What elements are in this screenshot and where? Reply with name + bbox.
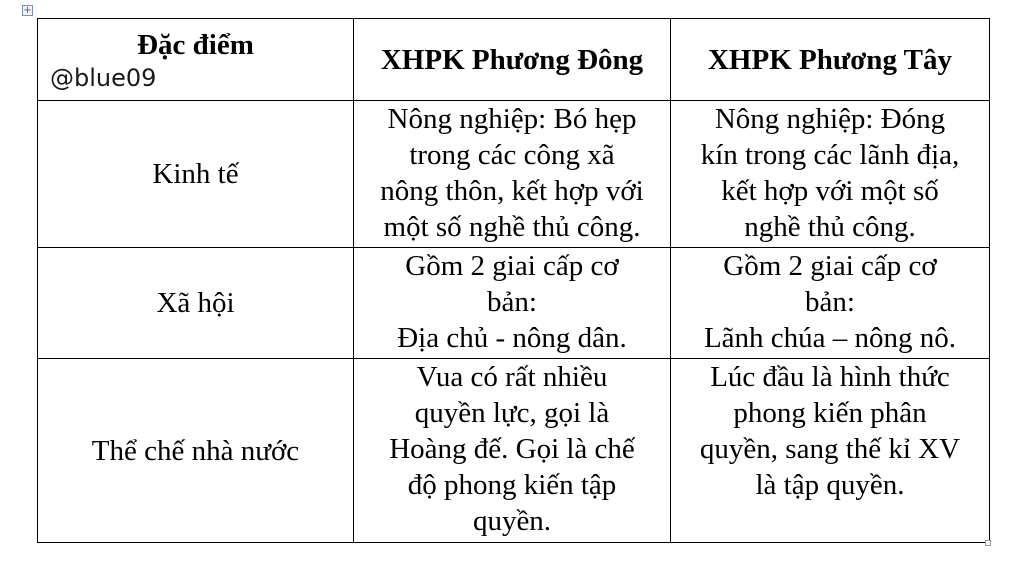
cell-line: Hoàng đế. Gọi là chế bbox=[389, 433, 635, 465]
row-label-economy: Kinh tế bbox=[38, 101, 354, 248]
cell-line: là tập quyền. bbox=[755, 469, 905, 501]
cell-line: bản: bbox=[487, 286, 537, 318]
table-row-economy bbox=[38, 101, 990, 248]
cell-line: phong kiến phân bbox=[733, 397, 927, 429]
cell-economy-west bbox=[671, 101, 990, 248]
comparison-table bbox=[37, 18, 990, 543]
table-resize-handle[interactable] bbox=[985, 540, 991, 546]
cell-line: nông thôn, kết hợp với bbox=[380, 175, 644, 207]
cell-line: độ phong kiến tập bbox=[407, 469, 617, 501]
cell-economy-east bbox=[354, 101, 671, 248]
cell-line: Nông nghiệp: Bó hẹp bbox=[387, 103, 637, 135]
cell-line: Vua có rất nhiều bbox=[416, 361, 608, 393]
cell-state-west bbox=[671, 359, 990, 543]
row-label-state-system: Thể chế nhà nước bbox=[38, 359, 354, 543]
table-row-society bbox=[38, 248, 990, 359]
cell-line: Địa chủ - nông dân. bbox=[397, 322, 627, 354]
cell-line: quyền lực, gọi là bbox=[414, 397, 610, 429]
cell-line: bản: bbox=[805, 286, 855, 318]
header-cell-east: XHPK Phương Đông bbox=[354, 19, 671, 101]
cell-line: quyền. bbox=[472, 505, 552, 537]
cell-state-east bbox=[354, 359, 671, 543]
cell-line: kết hợp với một số bbox=[721, 175, 939, 207]
cell-line: quyền, sang thế kỉ XV bbox=[699, 433, 961, 465]
header-feature-label: Đặc điểm bbox=[137, 28, 254, 61]
cell-society-west bbox=[671, 248, 990, 359]
cell-line: kín trong các lãnh địa, bbox=[700, 139, 960, 171]
table-header-row bbox=[38, 19, 990, 101]
cell-line: Gồm 2 giai cấp cơ bbox=[723, 250, 937, 282]
table-row-state-system bbox=[38, 359, 990, 543]
cell-society-east bbox=[354, 248, 671, 359]
cell-line: Gồm 2 giai cấp cơ bbox=[405, 250, 619, 282]
cell-line: Nông nghiệp: Đóng bbox=[714, 103, 946, 135]
header-cell-feature bbox=[38, 19, 354, 101]
header-cell-west: XHPK Phương Tây bbox=[671, 19, 990, 101]
row-label-society: Xã hội bbox=[38, 248, 354, 359]
cell-line: Lãnh chúa – nông nô. bbox=[703, 322, 957, 354]
watermark-text: @blue09 bbox=[50, 63, 157, 92]
cell-line: trong các công xã bbox=[409, 139, 615, 171]
table-move-handle-icon[interactable]: + bbox=[23, 5, 32, 16]
cell-line: một số nghề thủ công. bbox=[383, 211, 641, 243]
cell-line: Lúc đầu là hình thức bbox=[710, 361, 950, 393]
cell-line: nghề thủ công. bbox=[744, 211, 916, 243]
